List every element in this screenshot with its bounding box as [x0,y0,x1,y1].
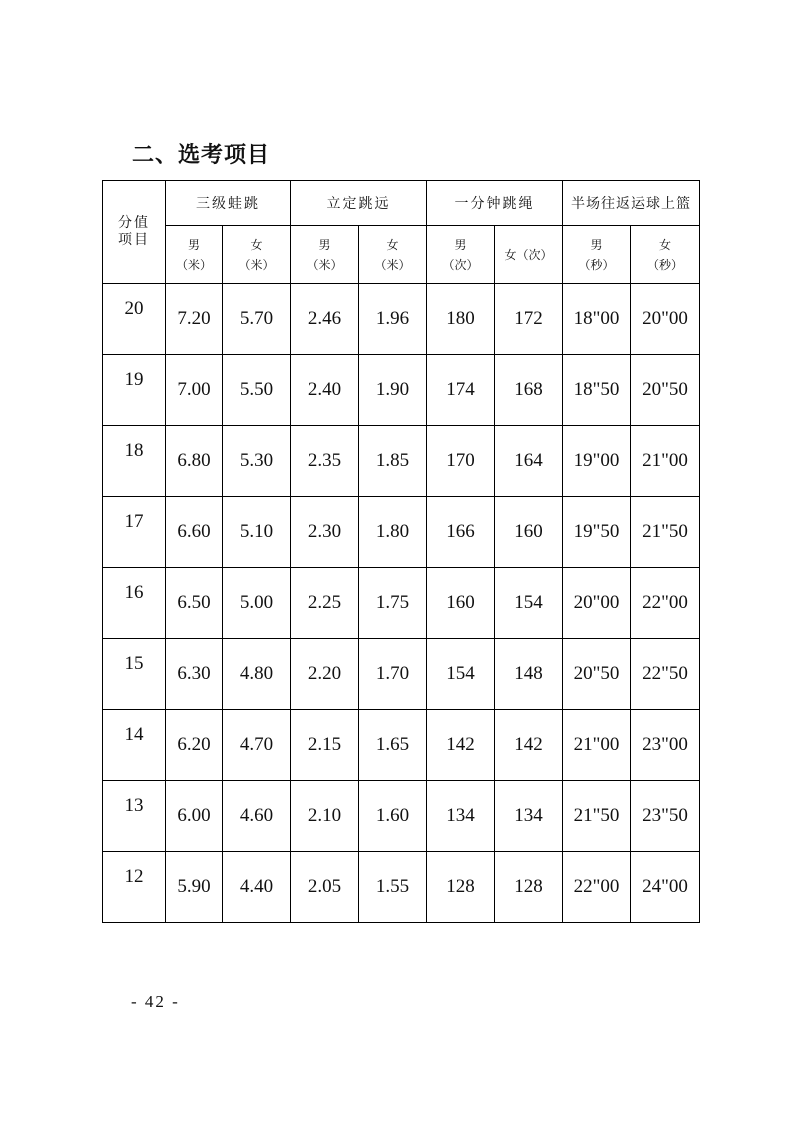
value-cell: 20"00 [631,284,700,355]
value-cell: 168 [495,355,563,426]
value-cell: 154 [427,639,495,710]
value-cell: 21"50 [631,497,700,568]
value-cell: 2.05 [291,852,359,923]
value-cell: 2.15 [291,710,359,781]
gender-header: 男 （米） [166,226,223,284]
value-cell: 19"00 [563,426,631,497]
value-cell: 2.20 [291,639,359,710]
value-cell: 6.20 [166,710,223,781]
value-cell: 180 [427,284,495,355]
value-cell: 128 [495,852,563,923]
gender-header: 女 （米） [359,226,427,284]
value-cell: 2.25 [291,568,359,639]
page-number: - 42 - [131,992,180,1011]
value-cell: 1.65 [359,710,427,781]
score-cell: 19 [103,355,166,426]
value-cell: 5.10 [223,497,291,568]
value-cell: 22"50 [631,639,700,710]
corner-line1: 分值 [118,215,150,231]
gender-header: 女（次） [495,226,563,284]
value-cell: 4.40 [223,852,291,923]
event-header: 半场往返运球上篮 [563,181,700,226]
value-cell: 18"00 [563,284,631,355]
score-cell: 17 [103,497,166,568]
gender-header: 男 （秒） [563,226,631,284]
value-cell: 1.55 [359,852,427,923]
table-row [103,355,700,426]
score-cell: 15 [103,639,166,710]
gender-header: 女 （米） [223,226,291,284]
gender-header: 女 （秒） [631,226,700,284]
value-cell: 2.10 [291,781,359,852]
value-cell: 20"50 [563,639,631,710]
value-cell: 2.30 [291,497,359,568]
value-cell: 4.70 [223,710,291,781]
value-cell: 1.80 [359,497,427,568]
table-row [103,710,700,781]
value-cell: 5.30 [223,426,291,497]
value-cell: 20"50 [631,355,700,426]
value-cell: 166 [427,497,495,568]
value-cell: 142 [427,710,495,781]
value-cell: 6.60 [166,497,223,568]
value-cell: 1.90 [359,355,427,426]
value-cell: 1.60 [359,781,427,852]
section-title: 二、选考项目 [132,143,271,168]
table-row [103,781,700,852]
value-cell: 1.85 [359,426,427,497]
table-row [103,852,700,923]
value-cell: 2.46 [291,284,359,355]
value-cell: 1.96 [359,284,427,355]
value-cell: 21"00 [631,426,700,497]
value-cell: 6.30 [166,639,223,710]
score-cell: 18 [103,426,166,497]
value-cell: 128 [427,852,495,923]
value-cell: 21"50 [563,781,631,852]
value-cell: 172 [495,284,563,355]
header-row-gender [103,226,700,284]
value-cell: 134 [495,781,563,852]
event-header: 三级蛙跳 [166,181,291,226]
value-cell: 2.35 [291,426,359,497]
value-cell: 6.80 [166,426,223,497]
value-cell: 23"00 [631,710,700,781]
value-cell: 6.50 [166,568,223,639]
value-cell: 2.40 [291,355,359,426]
score-cell: 16 [103,568,166,639]
value-cell: 174 [427,355,495,426]
value-cell: 18"50 [563,355,631,426]
value-cell: 23"50 [631,781,700,852]
score-cell: 12 [103,852,166,923]
score-cell: 20 [103,284,166,355]
event-header: 一分钟跳绳 [427,181,563,226]
value-cell: 5.70 [223,284,291,355]
value-cell: 142 [495,710,563,781]
value-cell: 4.80 [223,639,291,710]
corner-line2: 项目 [118,232,150,248]
table-row [103,426,700,497]
value-cell: 21"00 [563,710,631,781]
value-cell: 24"00 [631,852,700,923]
value-cell: 5.50 [223,355,291,426]
score-cell: 14 [103,710,166,781]
value-cell: 160 [427,568,495,639]
value-cell: 7.20 [166,284,223,355]
value-cell: 5.90 [166,852,223,923]
score-table [102,180,700,923]
value-cell: 148 [495,639,563,710]
table-row [103,497,700,568]
value-cell: 4.60 [223,781,291,852]
gender-header: 男 （次） [427,226,495,284]
table-row [103,284,700,355]
value-cell: 7.00 [166,355,223,426]
table-row [103,639,700,710]
score-cell: 13 [103,781,166,852]
value-cell: 22"00 [631,568,700,639]
value-cell: 154 [495,568,563,639]
table-body [103,284,700,923]
value-cell: 170 [427,426,495,497]
value-cell: 20"00 [563,568,631,639]
gender-header: 男 （米） [291,226,359,284]
corner-header [103,181,166,284]
header-row-events [103,181,700,226]
value-cell: 1.70 [359,639,427,710]
value-cell: 22"00 [563,852,631,923]
value-cell: 1.75 [359,568,427,639]
value-cell: 134 [427,781,495,852]
value-cell: 19"50 [563,497,631,568]
event-header: 立定跳远 [291,181,427,226]
table-row [103,568,700,639]
value-cell: 160 [495,497,563,568]
value-cell: 164 [495,426,563,497]
value-cell: 6.00 [166,781,223,852]
value-cell: 5.00 [223,568,291,639]
